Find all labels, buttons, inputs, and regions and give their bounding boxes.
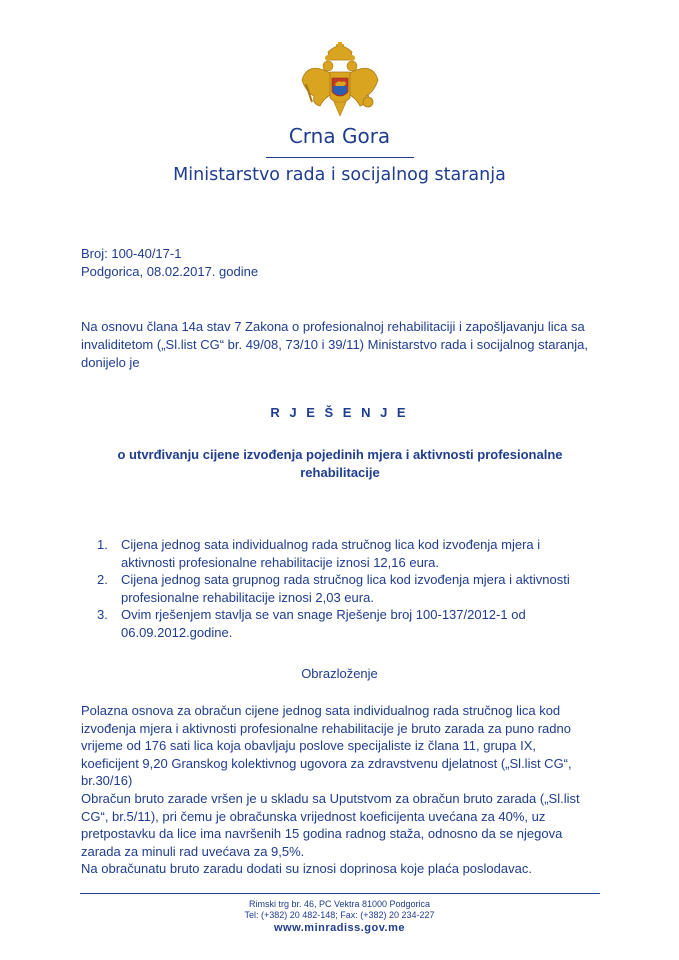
explanation-body bbox=[81, 702, 601, 878]
item-number: 2. bbox=[97, 572, 108, 587]
body-line: zarada za minuli rad uvećava za 9,5%. bbox=[81, 843, 305, 859]
decision-item bbox=[97, 606, 597, 641]
country-name: Crna Gora bbox=[288, 124, 391, 148]
item-line: Cijena jednog sata grupnog rada stručnog lica kod izvođenja mjera i aktivnosti bbox=[121, 572, 570, 587]
intro-line: invaliditetom („Sl.list CG“ br. 49/08, 73/10 i 39/11) Ministarstvo rada i socijalnog staranja, bbox=[81, 337, 588, 352]
montenegro-coat-of-arms-icon bbox=[298, 40, 382, 128]
decision-item bbox=[97, 571, 597, 606]
decision-items bbox=[97, 536, 597, 641]
item-number: 3. bbox=[97, 607, 108, 622]
item-line: profesionalne rehabilitacije iznosi 2,03 eura. bbox=[121, 589, 374, 605]
item-line: aktivnosti profesionalne rehabilitacije iznosi 12,16 eura. bbox=[121, 554, 439, 570]
item-line: 06.09.2012.godine. bbox=[121, 624, 233, 640]
body-line: Na obračunatu bruto zaradu dodati su iznosi doprinosa koje plaća poslodavac. bbox=[81, 861, 532, 877]
body-line: vrijeme od 176 sati lica koja obavljaju poslove specijaliste iz člana 11, grupa IX, bbox=[81, 738, 537, 754]
intro-line: Na osnovu člana 14a stav 7 Zakona o profesionalnoj rehabilitaciji i zapošljavanju lica sa bbox=[81, 319, 585, 334]
document-meta bbox=[81, 245, 258, 281]
body-line: CG“, br.5/11), pri čemu je obračunska vrijednost koeficijenta uvećana za 40%, uz bbox=[81, 808, 546, 824]
subtitle-line: o utvrđivanju cijene izvođenja pojedinih mjera i aktivnosti profesionalne bbox=[117, 447, 563, 462]
document-subtitle bbox=[110, 446, 570, 482]
subtitle-line: rehabilitacije bbox=[300, 465, 380, 480]
footer-website-link[interactable]: www.minradiss.gov.me bbox=[273, 922, 406, 934]
item-number: 1. bbox=[97, 537, 108, 552]
intro-line: donijelo je bbox=[81, 355, 140, 370]
document-place-date: Podgorica, 08.02.2017. godine bbox=[81, 264, 259, 279]
explanation-heading: Obrazloženje bbox=[301, 666, 378, 681]
item-line: Ovim rješenjem stavlja se van snage Rješenje broj 100-137/2012-1 od bbox=[121, 607, 526, 622]
body-line: pretpostavku da lice ima navršenih 15 godina radnog staža, odnosno da se njegova bbox=[81, 826, 563, 842]
footer-phones: Tel: (+382) 20 482-148; Fax: (+382) 20 234-227 bbox=[244, 910, 435, 920]
decision-item bbox=[97, 536, 597, 571]
document-title: R J E Š E N J E bbox=[270, 405, 409, 420]
intro-paragraph bbox=[81, 318, 601, 372]
item-line: Cijena jednog sata individualnog rada stručnog lica kod izvođenja mjera i bbox=[121, 537, 541, 552]
footer-divider bbox=[80, 893, 600, 894]
footer bbox=[0, 899, 679, 934]
document-number: Broj: 100-40/17-1 bbox=[81, 246, 182, 261]
body-line: br.30/16) bbox=[81, 773, 133, 789]
body-line: Polazna osnova za obračun cijene jednog sata individualnog rada stručnog lica kod bbox=[81, 703, 561, 718]
ministry-name: Ministarstvo rada i socijalnog staranja bbox=[173, 165, 506, 185]
body-line: koeficijent 9,20 Granskog kolektivnog ugovora za zdravstvenu djelatnost („Sl.list CG“, bbox=[81, 755, 572, 771]
footer-address: Rimski trg br. 46, PC Vektra 81000 Podgorica bbox=[248, 899, 431, 909]
body-line: Obračun bruto zarade vršen je u skladu sa Uputstvom za obračun bruto zarada („Sl.list bbox=[81, 790, 580, 806]
body-line: izvođenja mjera i aktivnosti profesionalne rehabilitacije je bruto zarada za puno radno bbox=[81, 720, 571, 736]
header-divider bbox=[266, 157, 414, 158]
